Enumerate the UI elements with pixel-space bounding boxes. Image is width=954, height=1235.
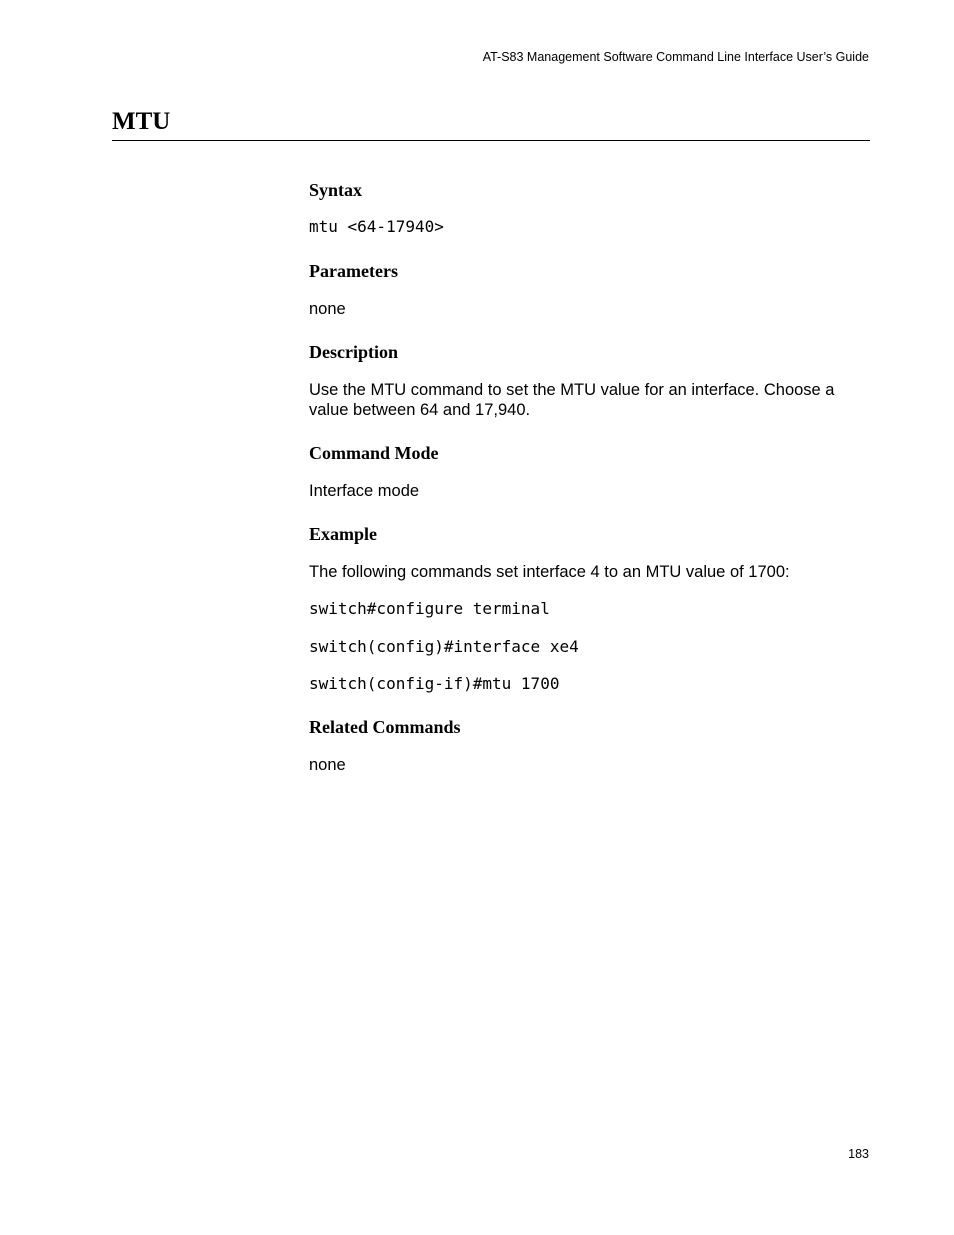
command-mode-text: Interface mode xyxy=(309,482,420,500)
example-heading: Example xyxy=(309,524,378,544)
example-code-line: switch(config)#interface xe4 xyxy=(309,637,579,656)
page-number: 183 xyxy=(848,1147,869,1161)
command-mode-heading: Command Mode xyxy=(309,443,439,463)
running-header: AT-S83 Management Software Command Line Interface User’s Guide xyxy=(482,50,869,64)
description-text: Use the MTU command to set the MTU value for an interface. Choose a value between 64 and 17,940. xyxy=(309,381,835,419)
page-title: MTU xyxy=(112,108,171,135)
title-divider xyxy=(112,140,870,141)
parameters-heading: Parameters xyxy=(309,261,398,281)
related-commands-text: none xyxy=(309,756,346,774)
syntax-code: mtu <64-17940> xyxy=(309,217,444,236)
example-code-line: switch#configure terminal xyxy=(309,599,550,618)
description-heading: Description xyxy=(309,342,398,362)
parameters-text: none xyxy=(309,300,346,318)
example-code-line: switch(config-if)#mtu 1700 xyxy=(309,674,560,693)
example-intro: The following commands set interface 4 to an MTU value of 1700: xyxy=(309,563,790,581)
related-commands-heading: Related Commands xyxy=(309,717,461,737)
syntax-heading: Syntax xyxy=(309,180,363,200)
